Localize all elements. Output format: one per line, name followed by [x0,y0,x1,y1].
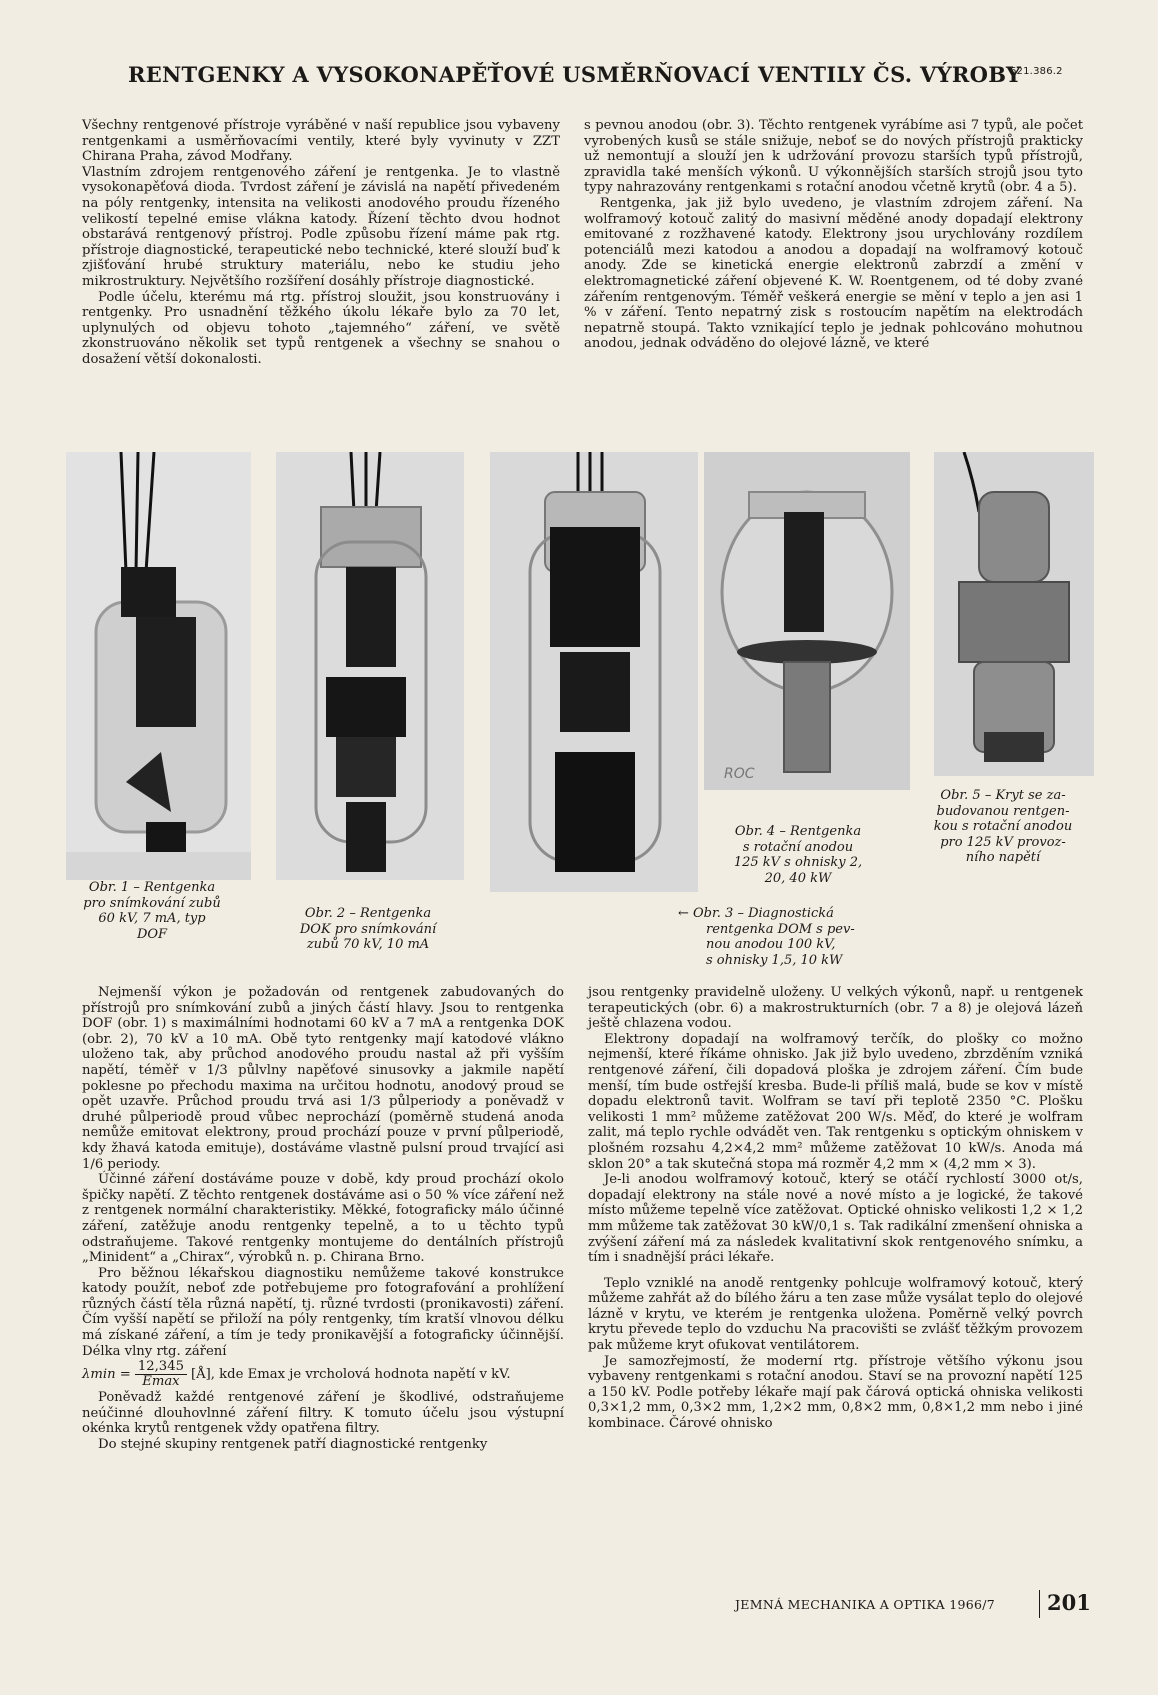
paragraph: Všechny rentgenové přístroje vyráběné v naší republice jsou vybaveny rentgenkami a usměrňovacími ventily, které byly vyvinuty v ZZT Chirana Praha, závod Modřany. [82,118,560,165]
photo-obr2-xray-tube-dok [276,452,464,880]
paragraph: Poněvadž každé rentgenové záření je škodlivé, odstraňujeme neúčinné dlouhovlnné záření filtry. K tomuto účelu jsou výstupní okénka krytů rentgenek vždy opatřena filtry. [82,1390,564,1437]
photo-obr1-xray-tube-dof [66,452,251,880]
journal-footer: JEMNÁ MECHANIKA A OPTIKA 1966/7 [735,1597,996,1612]
paragraph: Vlastním zdrojem rentgenového záření je rentgenka. Je to vlastně vysokonapěťová dioda. Tvrdost záření je závislá na napětí přivedeném na póly rentgenky, intensita na velikosti anodového proudu řízeného velikostí tepelné emise vlákna katody. Řízení těchto dvou hodnot obstarává rentgenový přístroj. Podle způsobu řízení máme pak rtg. přístroje diagnostické, terapeutické nebo technické, které slouží buď k zjišťování hrubé struktury materiálu, nebo ke studiu jeho mikrostruktury. Největšího rozšíření dosáhly přístroje diagnostické. [82,164,560,289]
photo-obr3-xray-tube-dom [490,452,698,892]
formula-denominator: Emax [142,1374,180,1390]
formula-fraction [135,1360,187,1389]
paragraph: Teplo vzniklé na anodě rentgenky pohlcuje wolframový kotouč, který můžeme zahřát až do bílého žáru a ten zase může vysálat teplo do olejové lázně v krytu, ve kterém je rentgenka uložena. Poměrně velký povrch krytu převede teplo do vzduchu Na pracovišti se zvlášť těžkým provozem pak můžeme kryt ofukovat ventilátorem. [588,1275,1083,1354]
paragraph: s pevnou anodou (obr. 3). Těchto rentgenek vyrábíme asi 7 typů, ale počet vyrobených kusů se stále snižuje, neboť se do nových přístrojů prakticky už nemontují a slouží jen k udržování provozu starších typů přístrojů, zpravidla také menších výkonů. U výkonnějších starších strojů jsou tyto typy nahrazovány rentgenkami s rotační anodou včetně krytů (obr. 4 a 5). [584,118,1083,196]
udc-code: 621.386.2 [1010,66,1063,77]
formula-numerator: 12,345 [135,1360,187,1375]
caption-obr4: Obr. 4 – Rentgenka s rotační anodou 125 kV s ohnisky 2, 20, 40 kW [733,824,863,886]
formula-lhs: λmin = [82,1366,131,1382]
paragraph: Je-li anodou wolframový kotouč, který se otáčí rychlostí 3000 ot/s, dopadají elektrony na stále nové a nové místo a je logické, že takové místo můžeme tepelně více zatěžovat. Optické ohnisko velikosti 1,2 × 1,2 mm můžeme tak zatěžovat 30 kW/0,1 s. Tak radikální zmenšení ohniska a zvýšení záření má za následek kvalitativní skok rentgenového snímku, a tím i snadnější práci lékaře. [588,1172,1083,1266]
paragraph: Do stejné skupiny rentgenek patří diagnostické rentgenky [98,1437,488,1453]
article-title: RENTGENKY A VYSOKONAPĚŤOVÉ USMĚRŇOVACÍ VENTILY ČS. VÝROBY [128,62,1022,87]
caption-obr2: Obr. 2 – Rentgenka DOK pro snímkování zubů 70 kV, 10 mA [299,906,437,952]
text-column-bottom-left [82,985,564,1453]
paragraph: Účinné záření dostáváme pouze v době, kdy proud prochází okolo špičky napětí. Z těchto rentgenek dostáváme asi o 50 % více záření než z rentgenek normální charakteristiky. Měkké, fotograficky málo účinné záření, zatěžuje anodu rentgenky tepelně, a to u těchto typů odstraňujeme. Takové rentgenky montujeme do dentálních přístrojů „Minident“ a „Chirax“, výrobků n. p. Chirana Brno. [82,1172,564,1266]
paragraph: Podle účelu, kterému má rtg. přístroj sloužit, jsou konstruovány i rentgenky. Pro usnadnění těžkého úkolu lékaře bylo za 70 let, uplynulých od objevu tohoto „tajemného“ záření, ve světě zkonstruováno několik set typů rentgenek a všechny se snahou o dosažení větší dokonalosti. [82,289,560,367]
caption-obr1: Obr. 1 – Rentgenka pro snímkování zubů 60 kV, 7 mA, typ DOF [83,880,221,942]
caption-obr5: Obr. 5 – Kryt se za- budovanou rentgen- kou s rotační anodou pro 125 kV provoz- ního napětí [933,788,1073,865]
paragraph: Elektrony dopadají na wolframový terčík, do plošky co možno nejmenší, které říkáme ohnisko. Jak již bylo uvedeno, zbrzděním vzniká rentgenové záření, čili dopadová ploška je zdrojem záření. Čím bude menší, tím bude ostřejší kresba. Bude-li příliš malá, bude se kov v místě dopadu elektronů tavit. Wolfram se taví při teplotě 2350 °C. Plošku velikosti 1 mm² můžeme zatěžovat 200 W/s. Měď, do které je wolfram zalit, má teplo rychle odvádět ven. Tak rentgenku s optickým ohniskem v plošném rozsahu 4,2×4,2 mm² můžeme zatěžovat 10 kW/s. Anoda má sklon 20° a tak skutečná stopa má rozměr 4,2 mm × (4,2 mm × 3). [588,1031,1083,1172]
paragraph: Je samozřejmostí, že moderní rtg. přístroje většího výkonu jsou vybaveny rentgenkami s rotační anodou. Staví se na provozní napětí 125 a 150 kV. Podle potřeby lékaře mají pak čárová optická ohniska velikosti 0,3×1,2 mm, 0,3×2 mm, 1,2×2 mm, 0,8×2 mm, 0,8×1,2 mm nebo i jiné kombinace. Čárové ohnisko [588,1353,1083,1432]
page-number: 201 [1047,1590,1091,1615]
text-column-top-right [584,118,1083,352]
text-column-top-left [82,118,560,368]
photo-obr4-rotating-anode-tube [704,452,910,790]
wavelength-formula [82,1360,564,1389]
paragraph: Pro běžnou lékařskou diagnostiku nemůžeme takové konstrukce katody použít, neboť zde potřebujeme pro fotografování a prohlížení různých částí těla různá napětí, tj. různé tvrdosti (pronikavosti) záření. Čím vyšší napětí se přiloží na póly rentgenky, tím kratší vlnovou délku má získané záření, a tím je tedy pronikavější a fotograficky účinnější. Délka vlny rtg. záření [82,1265,564,1359]
formula-rest: [Å], kde Emax je vrcholová hodnota napětí v kV. [190,1366,511,1382]
photo-obr5-tube-housing [934,452,1094,776]
paragraph: Rentgenka, jak již bylo uvedeno, je vlastním zdrojem záření. Na wolframový kotouč zalitý do masivní měděné anody dopadají elektrony emitované z rozžhavené katody. Elektrony jsou urychlovány rozdílem potenciálů mezi katodou a anodou a dopadají na wolframový kotouč anody. Zde se kinetická energie elektronů zabrzdí a změní v elektromagnetické záření objevené K. W. Roentgenem, od té doby zvané zářením rentgenovým. Téměř veškerá energie se mění v teplo a jen asi 1 % v záření. Tento nepatrný zisk s rostoucím napětím na elektrodách nepatrně stoupá. Takto vznikající teplo je jednak pohlcováno mohutnou anodou, jednak odváděno do olejové lázně, ve které [584,195,1083,352]
footer-divider [1039,1590,1040,1618]
paragraph: Nejmenší výkon je požadován od rentgenek zabudovaných do přístrojů pro snímkování zubů a jiných částí hlavy. Jsou to rentgenka DOF (obr. 1) s maximálními hodnotami 60 kV a 7 mA a rentgenka DOK (obr. 2), 70 kV a 10 mA. Obě tyto rentgenky mají katodové vlákno uloženo tak, aby průchod anodového proudu nastal až při vyšším napětí, téměř v 1/3 půlvlny napěťové sinusovky a jakmile napětí poklesne po přechodu maxima na určitou hodnotu, anodový proud se opět uzavře. Průchod proudu trvá asi 1/3 půlperiody a poněvadž v druhé půlperiodě proud vůbec neprochází (poměrně studená anoda nemůže emitovat elektrony, proud prochází pouze v první půlperiodě, kdy žhavá katoda emituje), dostáváme vlastně pulsní proud trvající asi 1/6 periody. [82,985,564,1172]
text-column-bottom-right [588,985,1083,1432]
paragraph: jsou rentgenky pravidelně uloženy. U velkých výkonů, např. u rentgenek terapeutických (obr. 6) a makrostrukturních (obr. 7 a 8) je olejová lázeň ještě chlazena vodou. [588,985,1083,1032]
caption-obr3: ← Obr. 3 – Diagnostická rentgenka DOM s pev- nou anodou 100 kV, s ohnisky 1,5, 10 kW [678,906,855,968]
photo-mark-text: ROC [724,766,755,782]
